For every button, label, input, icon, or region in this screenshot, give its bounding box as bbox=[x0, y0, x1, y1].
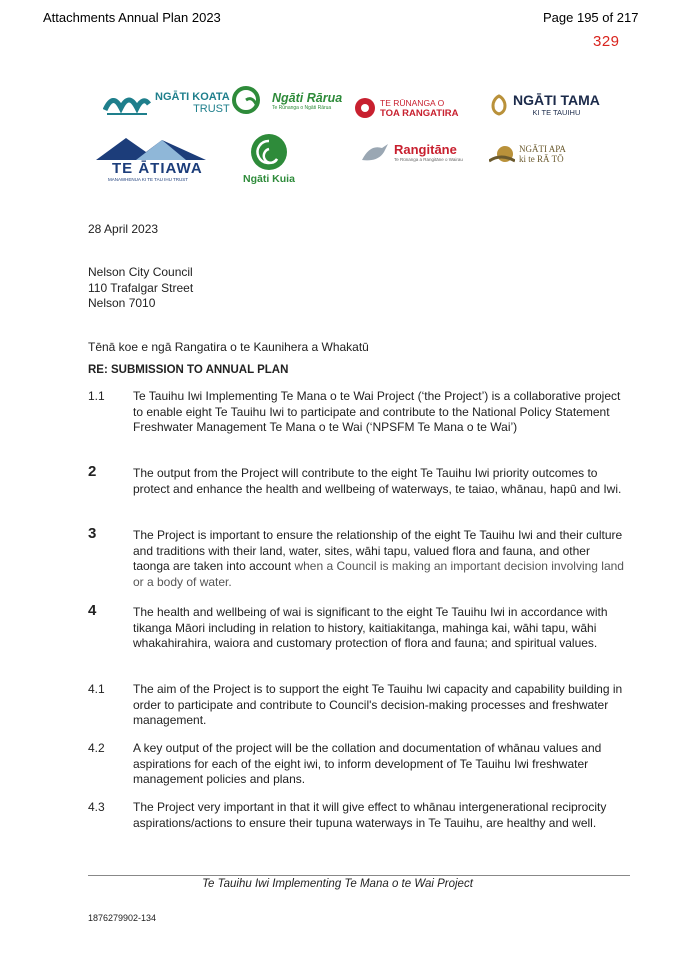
list-item bbox=[88, 389, 628, 436]
address-line: Nelson 7010 bbox=[88, 296, 156, 310]
header-right: Page 195 of 217 bbox=[543, 10, 639, 25]
item-number: 4 bbox=[88, 602, 97, 619]
list-item bbox=[88, 602, 628, 652]
item-text-grey: when a Council is making an important decision involving land or a body of water. bbox=[133, 559, 624, 589]
item-number: 4.2 bbox=[88, 741, 105, 755]
list-item bbox=[88, 463, 628, 497]
item-number: 1.1 bbox=[88, 389, 105, 403]
item-number: 4.1 bbox=[88, 682, 105, 696]
item-text: The aim of the Project is to support the eight Te Tauihu Iwi capacity and capability building in order to participate and contribute to Council's decision-making processes and freshwater management. bbox=[133, 682, 623, 728]
ngati-tama-logo: NGĀTI TAMA KI TE TAUIHU bbox=[489, 92, 600, 117]
rangitane-bird-icon bbox=[360, 140, 390, 164]
list-item bbox=[88, 682, 628, 729]
item-number: 4.3 bbox=[88, 800, 105, 814]
item-text: Te Tauihu Iwi Implementing Te Mana o te Wai Project (‘the Project’) is a collaborative project to enable eight Te Tauihu Iwi to participate and contribute to the National Policy Statement Freshwater Management Te Mana o te Wai (‘NPSFM Te Mana o te Wai’) bbox=[133, 389, 621, 435]
letter-date: 28 April 2023 bbox=[88, 222, 159, 236]
ngati-apa-logo: NGĀTI APA ki te RĀ TŌ bbox=[489, 143, 566, 165]
item-text: The Project very important in that it will give effect to whānau intergenerational reciprocity aspirations/actions to ensure their tupuna waterways in Te Tauihu, are healthy and well. bbox=[133, 800, 607, 830]
tama-mark-icon bbox=[489, 94, 509, 116]
item-number: 3 bbox=[88, 525, 97, 542]
te-atiawa-logo: TE ĀTIAWA MANAWHENUA KI TE TAU IHU TRUST bbox=[96, 134, 206, 182]
item-number: 2 bbox=[88, 463, 97, 480]
list-item bbox=[88, 741, 628, 788]
header-left: Attachments Annual Plan 2023 bbox=[43, 10, 221, 25]
ngati-kuia-logo: Ngāti Kuia bbox=[243, 133, 295, 185]
ngati-rarua-logo: Ngāti Rārua Te Rūnanga o Ngāti Rārua bbox=[232, 84, 342, 118]
greeting: Tēnā koe e ngā Rangatira o te Kaunihera a Whakatū bbox=[88, 340, 369, 354]
address-line: Nelson City Council bbox=[88, 265, 193, 279]
item-text: The health and wellbeing of wai is significant to the eight Te Tauihu Iwi in accordance with tikanga Māori including in relation to history, kaitiakitanga, mahinga kai, wāhi tapu, wāhi whakahirahira, waiora and customary protection of flora and fauna; and spiritual values. bbox=[133, 605, 608, 651]
document-id: 1876279902-134 bbox=[88, 913, 157, 923]
item-text: A key output of the project will be the collation and documentation of whānau values and aspirations for each of the eight iwi, to inform development of Te Tauihu Iwi freshwater management policies and plans. bbox=[133, 741, 602, 787]
footer-title: Te Tauihu Iwi Implementing Te Mana o te Wai Project bbox=[202, 878, 473, 890]
recipient-address bbox=[88, 265, 193, 312]
rangitane-logo: Rangitāne Te Rūnanga a Rangitāne o Wairau bbox=[360, 140, 463, 164]
list-item bbox=[88, 800, 628, 831]
list-item bbox=[88, 525, 628, 590]
page-number: 329 bbox=[593, 33, 620, 50]
kuia-koru-icon bbox=[250, 133, 288, 171]
subject-line: RE: SUBMISSION TO ANNUAL PLAN bbox=[88, 364, 289, 376]
ngati-koata-logo: NGĀTI KOATA TRUST bbox=[103, 90, 230, 116]
rarua-koru-icon bbox=[232, 84, 268, 118]
toa-rangatira-logo: TE RŪNANGA O TOA RANGATIRA bbox=[354, 97, 458, 119]
item-text: The Project is important to ensure the relationship of the eight Te Tauihu Iwi and their culture and traditions with their land, water, sites, wāhi tapu, valued flora and fauna, and other taonga are taken into account when a Council is making an important decision involving land or a body of water. bbox=[133, 528, 624, 589]
apa-sun-icon bbox=[489, 143, 515, 165]
toa-emblem-icon bbox=[354, 97, 376, 119]
item-text: The output from the Project will contribute to the eight Te Tauihu Iwi priority outcomes to protect and enhance the health and wellbeing of waterways, te taiao, whānau, hapū and Iwi. bbox=[133, 466, 622, 496]
address-line: 110 Trafalgar Street bbox=[88, 280, 194, 295]
footer-divider bbox=[88, 875, 630, 876]
atiawa-mountain-icon bbox=[96, 134, 206, 160]
koata-mark-icon bbox=[103, 90, 151, 116]
